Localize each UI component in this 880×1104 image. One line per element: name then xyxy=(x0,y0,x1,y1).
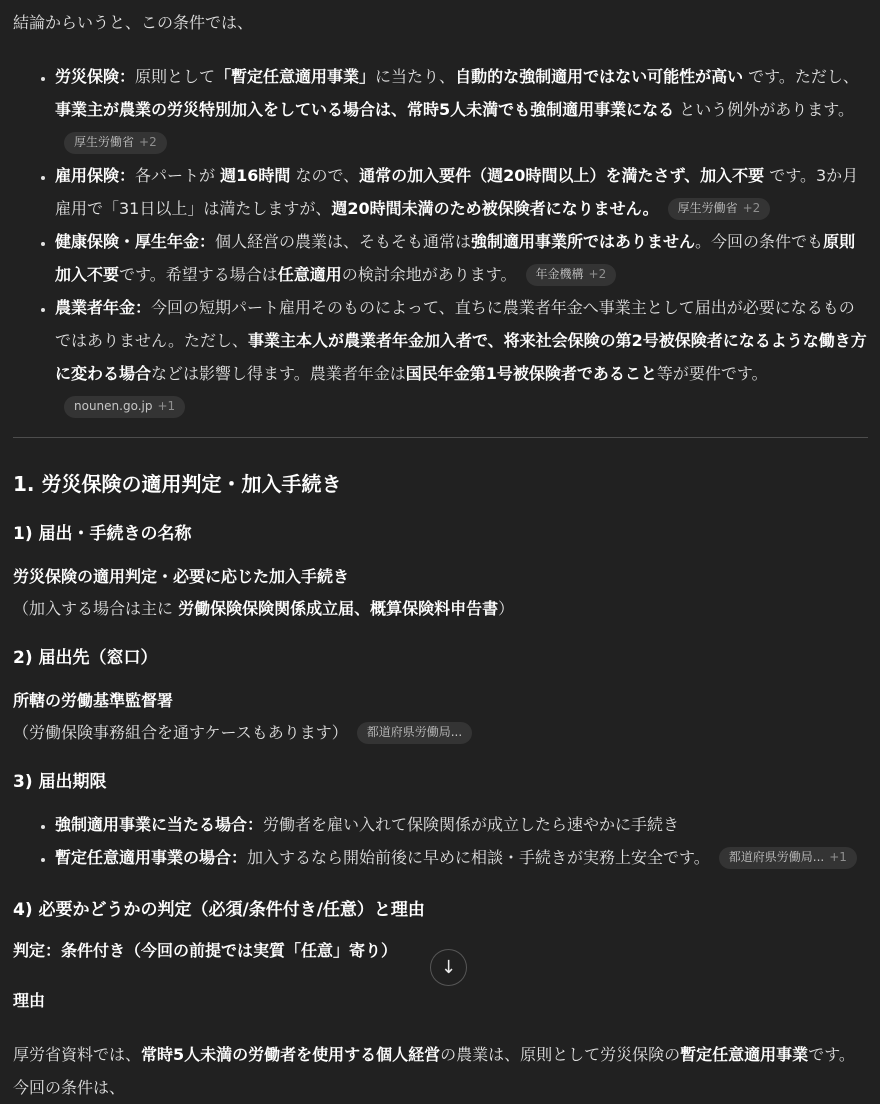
citation-badge[interactable] xyxy=(719,847,857,869)
bold-text: 週20時間未満のため被保険者になりません。 xyxy=(331,199,659,218)
subsection-heading: 4) 必要かどうかの判定（必須/条件付き/任意）と理由 xyxy=(13,900,425,920)
paragraph xyxy=(13,596,868,622)
citation-badge[interactable] xyxy=(64,396,185,418)
text: （労働保険事務組合を通すケースもあります） xyxy=(13,723,348,742)
citation-source-label: 都道府県労働局... xyxy=(728,850,825,864)
paragraph xyxy=(13,688,868,714)
text: 今回の短期パート雇用そのものによって、直ちに農業者年金へ事業主として届出が必要になるものではありません。ただし、 xyxy=(55,298,855,350)
text: という例外があります。 xyxy=(674,100,854,119)
text: 個人経営の農業は、そもそも通常は xyxy=(215,232,472,251)
citation-extra-count: +1 xyxy=(157,399,176,413)
arrow-down-icon: ↓ xyxy=(440,957,457,978)
bold-text: 常時5人未満の労働者を使用する個人経営 xyxy=(141,1045,441,1064)
paragraph xyxy=(13,1038,868,1104)
citation-badge[interactable] xyxy=(668,198,771,220)
citation-extra-count: +1 xyxy=(829,850,847,864)
bold-text: 通常の加入要件（週20時間以上）を満たさず、加入不要 xyxy=(359,166,765,185)
list-item xyxy=(55,291,868,423)
assistant-message xyxy=(13,10,868,1104)
bold-text: 労災保険の適用判定・必要に応じた加入手続き xyxy=(13,567,350,586)
bold-text: 週16時間 xyxy=(220,166,291,185)
bold-text: 自動的な強制適用ではない可能性が高い xyxy=(455,67,744,86)
bold-text: 任意適用 xyxy=(277,265,342,284)
text: 各パートが xyxy=(135,166,221,185)
paragraph xyxy=(13,720,868,746)
citation-badge[interactable] xyxy=(357,722,472,744)
section-divider xyxy=(13,437,868,438)
bold-text: 判定：条件付き（今回の前提では実質「任意」寄り） xyxy=(13,941,398,960)
bold-text: 強制適用事業に当たる場合： xyxy=(55,815,264,834)
subsection-heading: 3) 届出期限 xyxy=(13,772,107,792)
citation-extra-count: +2 xyxy=(139,135,157,149)
citation-extra-count: +2 xyxy=(588,267,607,281)
citation-source-label: nounen.go.jp xyxy=(74,399,153,413)
citation-source-label: 厚生労働省 xyxy=(677,201,738,215)
bold-text: 農業者年金： xyxy=(55,298,152,317)
text: に当たり、 xyxy=(375,67,456,86)
paragraph xyxy=(13,988,868,1014)
intro-text: 結論からいうと、この条件では、 xyxy=(13,13,254,32)
bold-text: 雇用保険： xyxy=(55,166,136,185)
bold-text: 所轄の労働基準監督署 xyxy=(13,691,174,710)
bold-text: 労働保険保険関係成立届、概算保険料申告書 xyxy=(178,599,499,618)
list-item xyxy=(55,60,868,159)
text: 労働者を雇い入れて保険関係が成立したら速やかに手続き xyxy=(263,815,680,834)
subsection-heading: 1) 届出・手続きの名称 xyxy=(13,524,192,544)
section-heading: 1. 労災保険の適用判定・加入手続き xyxy=(13,472,342,496)
list-item xyxy=(55,159,868,225)
section-body xyxy=(13,522,868,1104)
text: 加入するなら開始前後に早めに相談・手続きが実務上安全です。 xyxy=(247,848,710,867)
text: 厚労省資料では、 xyxy=(13,1045,142,1064)
citation-badge[interactable] xyxy=(526,264,617,286)
bold-text: 労災保険： xyxy=(55,67,136,86)
list-item xyxy=(55,841,868,874)
text: です。ただし、 xyxy=(743,67,859,86)
bold-text: 「暫定任意適用事業」 xyxy=(215,67,376,86)
scroll-to-bottom-button[interactable] xyxy=(430,949,467,986)
bold-text: 強制適用事業所ではありません xyxy=(471,232,696,251)
citation-source-label: 厚生労働省 xyxy=(74,135,135,149)
text: です。希望する場合は xyxy=(119,265,278,284)
bold-text: 暫定任意適用事業 xyxy=(680,1045,809,1064)
text: 原則として xyxy=(135,67,216,86)
bold-text: 原則加入不要 xyxy=(55,232,856,284)
bold-text: 健康保険・厚生年金： xyxy=(55,232,216,251)
text: ） xyxy=(498,599,515,618)
text: なので、 xyxy=(290,166,360,185)
citation-extra-count: +2 xyxy=(742,201,761,215)
subsection-heading: 2) 届出先（窓口） xyxy=(13,648,158,668)
citation-badge[interactable] xyxy=(64,132,167,154)
text: の検討余地があります。 xyxy=(341,265,517,284)
list-item xyxy=(55,808,868,841)
text: です。今回の条件は、 xyxy=(13,1045,855,1097)
text: 等が要件です。 xyxy=(656,364,768,383)
paragraph xyxy=(13,564,868,590)
summary-list xyxy=(13,60,868,423)
bold-text: 理由 xyxy=(13,991,46,1010)
bold-text: 事業主が農業の労災特別加入をしている場合は、常時5人未満でも強制適用事業になる xyxy=(55,100,675,119)
text: 。今回の条件でも xyxy=(695,232,824,251)
text: などは影響し得ます。農業者年金は xyxy=(151,364,406,383)
text: （加入する場合は主に xyxy=(13,599,179,618)
bold-text: 国民年金第1号被保険者であること xyxy=(405,364,657,383)
text: です。3か月雇用で「31日以上」は満たしますが、 xyxy=(55,166,859,218)
bold-text: 事業主本人が農業者年金加入者で、将来社会保険の第2号被保険者になるような働き方に変わる場合 xyxy=(55,331,867,383)
citation-source-label: 都道府県労働局... xyxy=(366,725,463,739)
bullet-list xyxy=(13,808,868,874)
list-item xyxy=(55,225,868,291)
citation-source-label: 年金機構 xyxy=(535,267,584,281)
text: の農業は、原則として労災保険の xyxy=(440,1045,681,1064)
bold-text: 暫定任意適用事業の場合： xyxy=(55,848,248,867)
